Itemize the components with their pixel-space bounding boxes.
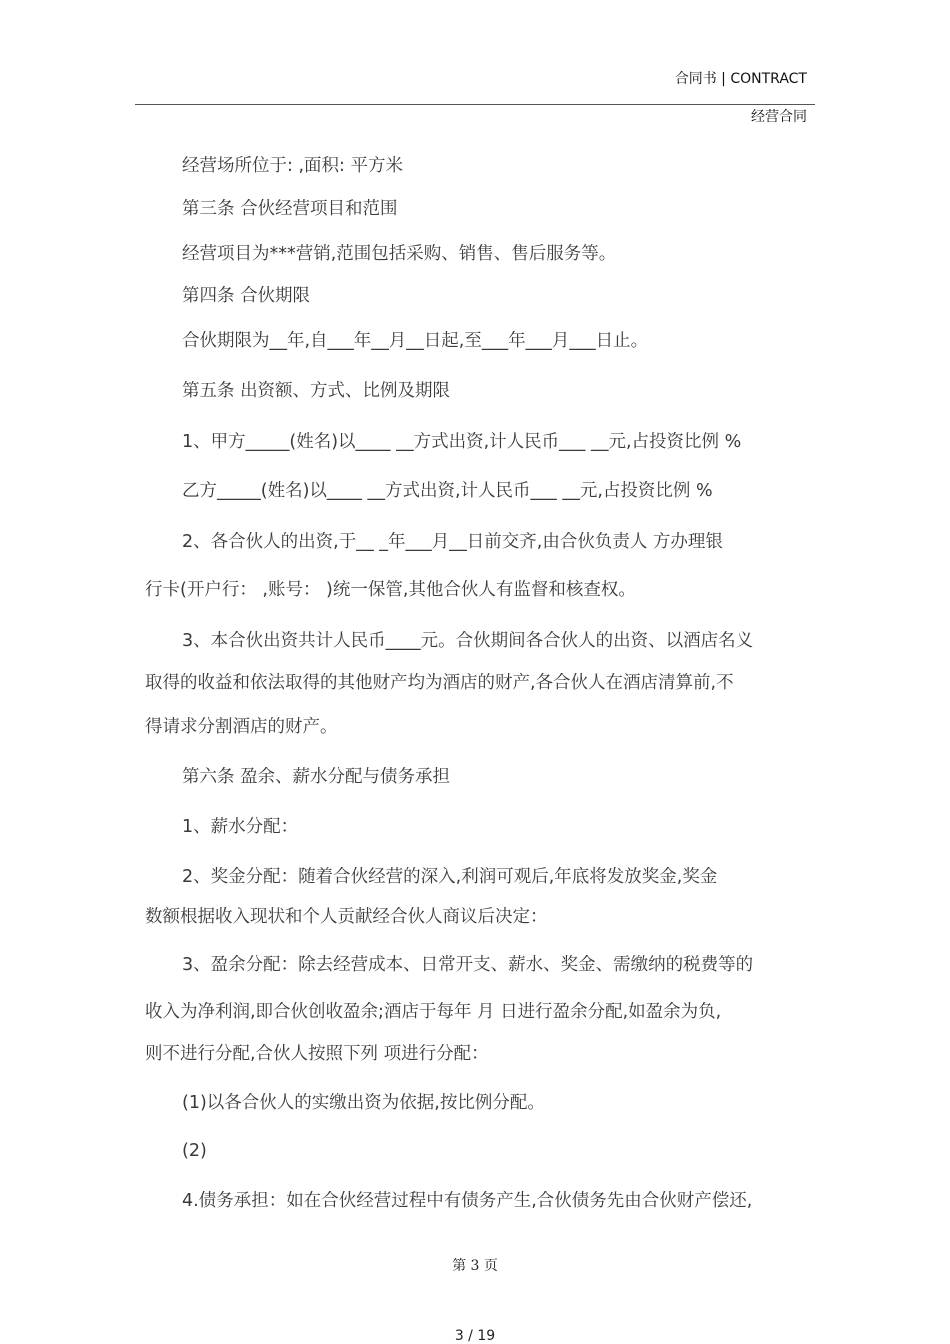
body-line: 行卡(开户行： ,账号： )统一保管,其他合伙人有监督和核查权。 (145, 580, 636, 600)
article-heading: 第四条 合伙期限 (182, 286, 311, 306)
article-heading: 第三条 合伙经营项目和范围 (182, 199, 398, 219)
page-number: 第 3 页 (452, 1258, 498, 1274)
body-line: (2) (182, 1141, 207, 1161)
body-line: (1)以各合伙人的实缴出资为依据,按比例分配。 (182, 1093, 545, 1113)
body-line: 3、本合伙出资共计人民币____元。合伙期间各合伙人的出资、以酒店名义 (182, 631, 754, 651)
header-subtitle: 经营合同 (751, 109, 807, 125)
article-heading: 第五条 出资额、方式、比例及期限 (182, 381, 451, 401)
header-rule (135, 104, 815, 105)
body-line: 则不进行分配,合伙人按照下列 项进行分配： (145, 1044, 489, 1064)
body-line: 2、各合伙人的出资,于__ _年___月__日前交齐,由合伙负责人 方办理银 (182, 532, 723, 552)
body-line: 3、盈余分配：除去经营成本、日常开支、薪水、奖金、需缴纳的税费等的 (182, 955, 754, 975)
body-line: 2、奖金分配：随着合伙经营的深入,利润可观后,年底将发放奖金,奖金 (182, 867, 718, 887)
body-line: 合伙期限为__年,自___年__月__日起,至___年___月___日止。 (182, 331, 649, 351)
body-line: 收入为净利润,即合伙创收盈余;酒店于每年 月 日进行盈余分配,如盈余为负, (145, 1002, 722, 1022)
body-line: 得请求分割酒店的财产。 (145, 717, 338, 737)
header-title: 合同书 | CONTRACT (674, 71, 807, 87)
body-line: 乙方_____(姓名)以____ __方式出资,计人民币___ __元,占投资比例 % (182, 481, 713, 501)
body-line: 1、薪水分配： (182, 817, 299, 837)
body-line: 1、甲方_____(姓名)以____ __方式出资,计人民币___ __元,占投资比例 % (182, 432, 742, 452)
body-line: 数额根据收入现状和个人贡献经合伙人商议后决定： (145, 907, 548, 927)
page-count: 3 / 19 (454, 1328, 496, 1344)
body-line: 经营项目为***营销,范围包括采购、销售、售后服务等。 (182, 244, 617, 264)
body-line: 经营场所位于: ,面积: 平方米 (182, 156, 403, 176)
body-line: 4.债务承担：如在合伙经营过程中有债务产生,合伙债务先由合伙财产偿还, (182, 1191, 753, 1211)
body-line: 取得的收益和依法取得的其他财产均为酒店的财产,各合伙人在酒店清算前,不 (145, 673, 734, 693)
article-heading: 第六条 盈余、薪水分配与债务承担 (182, 767, 451, 787)
